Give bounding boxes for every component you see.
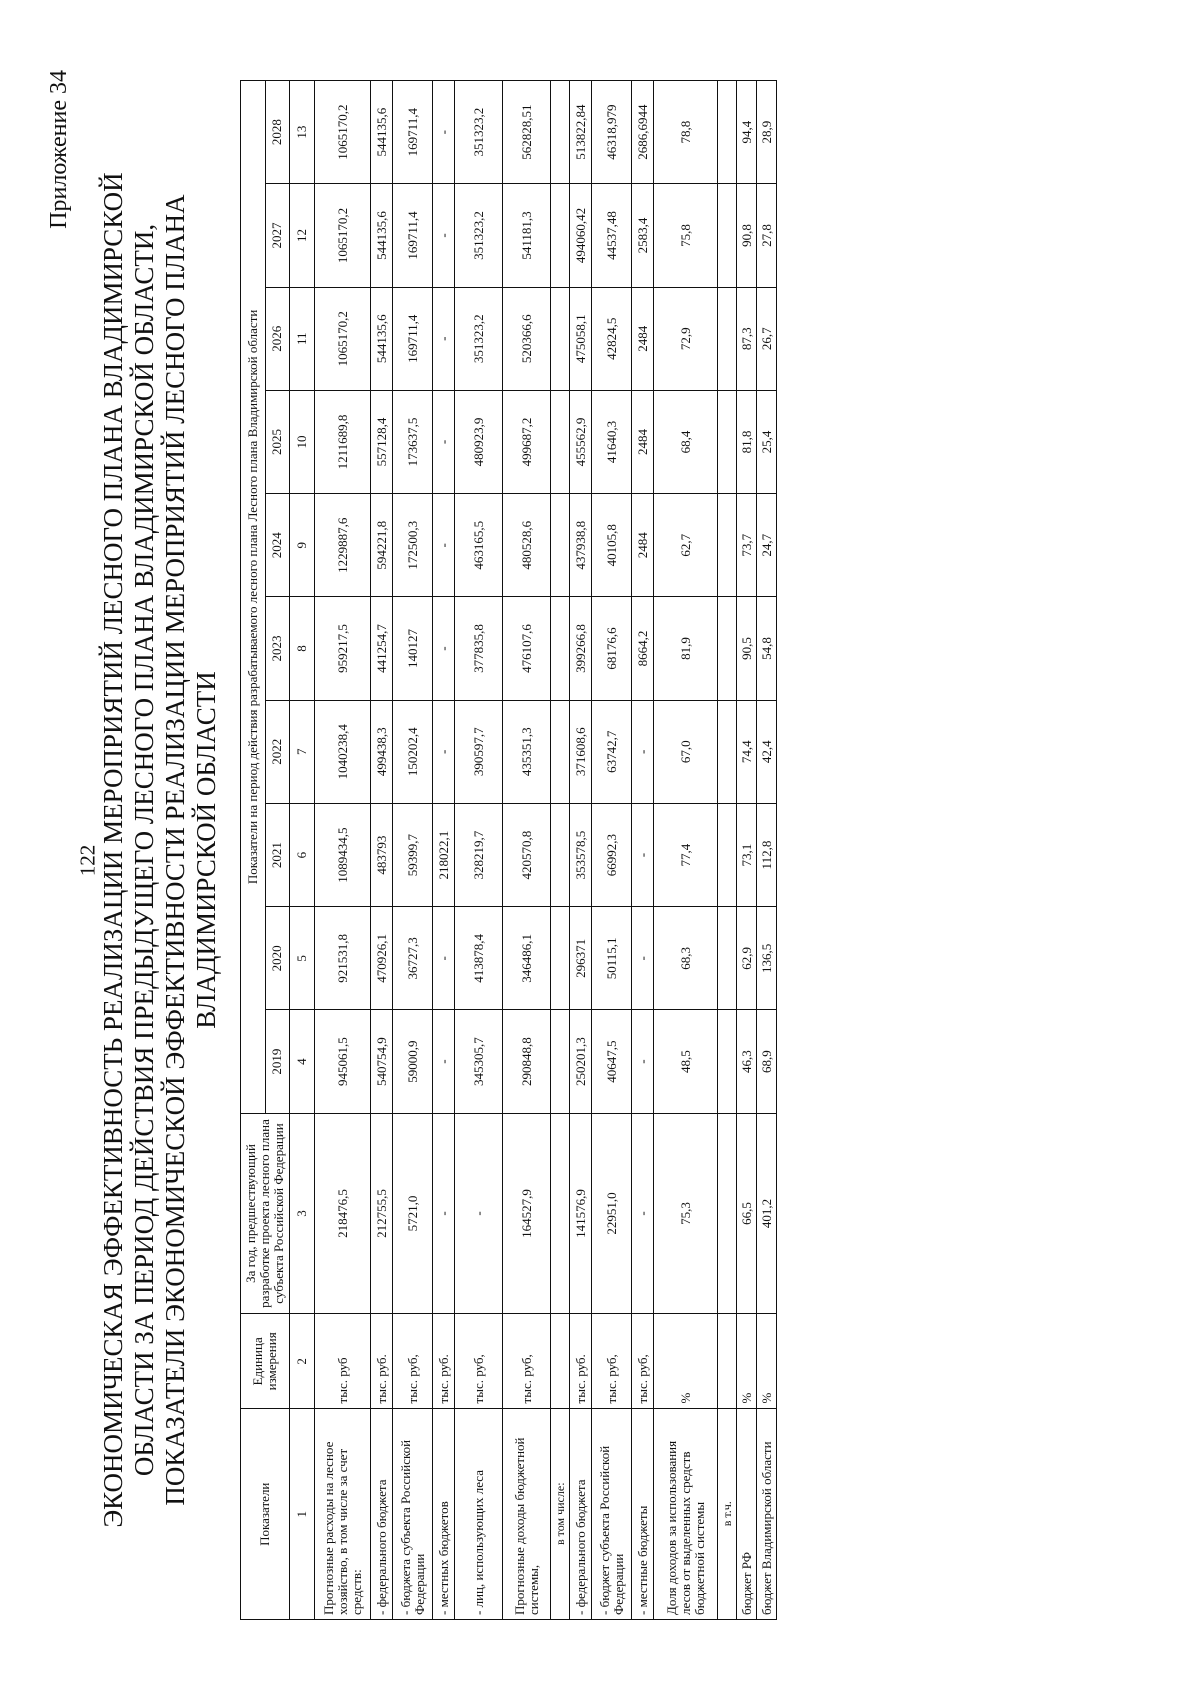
year-value-cell: 351323,2	[455, 184, 503, 287]
table-row	[737, 81, 757, 1620]
year-value-cell: 455562,9	[570, 390, 592, 493]
year-value-cell: 594221,8	[371, 494, 393, 597]
rotated-content	[28, 30, 1168, 1670]
row-unit: тыс. руб.	[433, 1314, 455, 1409]
year-value-cell: 172500,3	[393, 494, 433, 597]
year-value-cell: 250201,3	[570, 1010, 592, 1113]
row-indicator: - местные бюджеты	[632, 1409, 654, 1620]
prev-year-cell: 5721,0	[393, 1113, 433, 1314]
prev-year-cell: -	[455, 1113, 503, 1314]
prev-year-cell: 66,5	[737, 1113, 757, 1314]
year-value-cell: 62,7	[654, 494, 718, 597]
year-value-cell: 494060,42	[570, 184, 592, 287]
column-number: 13	[290, 81, 315, 184]
year-value-cell: 36727,3	[393, 907, 433, 1010]
year-value-cell: 399266,8	[570, 597, 592, 700]
year-value-cell: -	[433, 287, 455, 390]
year-value-cell: 1065170,2	[315, 287, 371, 390]
column-number: 4	[290, 1010, 315, 1113]
year-value-cell: 73,7	[737, 494, 757, 597]
column-numbers-row	[290, 81, 315, 1620]
header-unit: Единица измерения	[241, 1314, 290, 1409]
table-row	[455, 81, 503, 1620]
row-indicator: в т.ч.	[718, 1409, 737, 1620]
header-year: 2026	[265, 287, 290, 390]
table-row	[570, 81, 592, 1620]
prev-year-cell: -	[632, 1113, 654, 1314]
row-indicator: - федерального бюджета	[371, 1409, 393, 1620]
year-value-cell: 72,9	[654, 287, 718, 390]
table-row	[433, 81, 455, 1620]
year-value-cell: 483793	[371, 803, 393, 906]
year-value-cell: 218022,1	[433, 803, 455, 906]
year-value-cell: 2686,6944	[632, 81, 654, 184]
year-value-cell: 40647,5	[592, 1010, 632, 1113]
row-unit: тыс. руб,	[632, 1314, 654, 1409]
year-value-cell: 136,5	[757, 907, 777, 1010]
year-value-cell: 475058,1	[570, 287, 592, 390]
year-value-cell: 68,4	[654, 390, 718, 493]
year-value-cell: 1089434,5	[315, 803, 371, 906]
year-value-cell: 74,4	[737, 700, 757, 803]
year-value-cell: 540754,9	[371, 1010, 393, 1113]
table-row	[654, 81, 718, 1620]
year-value-cell	[718, 287, 737, 390]
year-value-cell: 441254,7	[371, 597, 393, 700]
year-value-cell	[718, 81, 737, 184]
year-value-cell: 169711,4	[393, 184, 433, 287]
year-value-cell: 2583,4	[632, 184, 654, 287]
row-unit: тыс. руб	[315, 1314, 371, 1409]
prev-year-cell: 401,2	[757, 1113, 777, 1314]
table-row	[632, 81, 654, 1620]
year-value-cell	[551, 803, 570, 906]
year-value-cell: 26,7	[757, 287, 777, 390]
year-value-cell: 520366,6	[503, 287, 551, 390]
year-value-cell: 24,7	[757, 494, 777, 597]
title-line: ОБЛАСТИ ЗА ПЕРИОД ДЕЙСТВИЯ ПРЕДЫДУЩЕГО ЛЕСНОГО ПЛАНА ВЛАДИМИРСКОЙ ОБЛАСТИ,	[129, 223, 159, 1477]
row-unit: тыс. руб,	[393, 1314, 433, 1409]
year-value-cell	[718, 1010, 737, 1113]
year-value-cell: 1211689,8	[315, 390, 371, 493]
year-value-cell	[551, 287, 570, 390]
year-value-cell: 68,3	[654, 907, 718, 1010]
row-indicator: - бюджет субъекта Российской Федерации	[592, 1409, 632, 1620]
column-number: 10	[290, 390, 315, 493]
row-unit: %	[654, 1314, 718, 1409]
year-value-cell: -	[632, 700, 654, 803]
year-value-cell: 54,8	[757, 597, 777, 700]
year-value-cell: 27,8	[757, 184, 777, 287]
header-row	[241, 81, 266, 1620]
year-value-cell: 78,8	[654, 81, 718, 184]
header-indicators: Показатели	[241, 1409, 290, 1620]
year-value-cell: 41640,3	[592, 390, 632, 493]
year-value-cell: 377835,8	[455, 597, 503, 700]
column-number: 1	[290, 1409, 315, 1620]
year-value-cell: 463165,5	[455, 494, 503, 597]
year-value-cell: 476107,6	[503, 597, 551, 700]
prev-year-cell	[551, 1113, 570, 1314]
year-value-cell: 42,4	[757, 700, 777, 803]
year-value-cell: 2484	[632, 287, 654, 390]
year-value-cell: 390597,7	[455, 700, 503, 803]
year-value-cell	[718, 700, 737, 803]
column-number: 5	[290, 907, 315, 1010]
table-row	[393, 81, 433, 1620]
year-value-cell: 328219,7	[455, 803, 503, 906]
column-number: 7	[290, 700, 315, 803]
row-unit: тыс. руб,	[455, 1314, 503, 1409]
year-value-cell	[718, 494, 737, 597]
row-indicator: - лиц, использующих леса	[455, 1409, 503, 1620]
column-number: 3	[290, 1113, 315, 1314]
prev-year-cell: 212755,5	[371, 1113, 393, 1314]
year-value-cell: 921531,8	[315, 907, 371, 1010]
prev-year-cell: -	[433, 1113, 455, 1314]
year-value-cell: 1065170,2	[315, 184, 371, 287]
year-value-cell: 1065170,2	[315, 81, 371, 184]
page-number: 122	[75, 844, 100, 877]
year-value-cell: 48,5	[654, 1010, 718, 1113]
year-value-cell: 959217,5	[315, 597, 371, 700]
header-year: 2025	[265, 390, 290, 493]
year-value-cell: -	[433, 597, 455, 700]
year-value-cell: -	[433, 81, 455, 184]
year-value-cell: 67,0	[654, 700, 718, 803]
year-value-cell: -	[433, 390, 455, 493]
year-value-cell: 557128,4	[371, 390, 393, 493]
year-value-cell: -	[433, 494, 455, 597]
year-value-cell: -	[433, 1010, 455, 1113]
year-value-cell: 371608,6	[570, 700, 592, 803]
year-value-cell: 470926,1	[371, 907, 393, 1010]
year-value-cell: 28,9	[757, 81, 777, 184]
header-period: Показатели на период действия разрабатываемого лесного плана Лесного плана Владимирской области	[241, 81, 266, 1114]
year-value-cell: -	[632, 1010, 654, 1113]
column-number: 9	[290, 494, 315, 597]
year-value-cell: 62,9	[737, 907, 757, 1010]
year-value-cell	[718, 907, 737, 1010]
row-unit: тыс. руб,	[592, 1314, 632, 1409]
year-value-cell: 413878,4	[455, 907, 503, 1010]
row-unit: %	[757, 1314, 777, 1409]
year-value-cell: 353578,5	[570, 803, 592, 906]
year-value-cell: 90,5	[737, 597, 757, 700]
year-value-cell: 150202,4	[393, 700, 433, 803]
row-indicator: бюджет Владимирской области	[757, 1409, 777, 1620]
year-value-cell: 90,8	[737, 184, 757, 287]
year-value-cell: 68176,6	[592, 597, 632, 700]
row-indicator: Доля доходов за использования лесов от выделенных средств бюджетной системы	[654, 1409, 718, 1620]
document-title	[98, 150, 222, 1550]
row-indicator: бюджет РФ	[737, 1409, 757, 1620]
year-value-cell: 346486,1	[503, 907, 551, 1010]
year-value-cell: 345305,7	[455, 1010, 503, 1113]
year-value-cell: -	[433, 907, 455, 1010]
prev-year-cell: 75,3	[654, 1113, 718, 1314]
year-value-cell: 81,8	[737, 390, 757, 493]
prev-year-cell	[718, 1113, 737, 1314]
appendix-label: Приложение 34	[46, 70, 72, 229]
year-value-cell	[551, 597, 570, 700]
table-body	[315, 81, 777, 1620]
table-row	[718, 81, 737, 1620]
year-value-cell: 42824,5	[592, 287, 632, 390]
year-value-cell: 8664,2	[632, 597, 654, 700]
year-value-cell	[551, 494, 570, 597]
year-value-cell: 140127	[393, 597, 433, 700]
year-value-cell: 420570,8	[503, 803, 551, 906]
table-row	[315, 81, 371, 1620]
year-value-cell: 2484	[632, 494, 654, 597]
year-value-cell: -	[632, 803, 654, 906]
year-value-cell: 46318,979	[592, 81, 632, 184]
row-indicator: - федерального бюджета	[570, 1409, 592, 1620]
row-indicator: - бюджета субъекта Российской Федерации	[393, 1409, 433, 1620]
year-value-cell: 480528,6	[503, 494, 551, 597]
prev-year-cell: 141576,9	[570, 1113, 592, 1314]
year-value-cell: -	[632, 907, 654, 1010]
year-value-cell: 480923,9	[455, 390, 503, 493]
table-row	[757, 81, 777, 1620]
year-value-cell	[718, 184, 737, 287]
year-value-cell: 351323,2	[455, 81, 503, 184]
year-value-cell: 541181,3	[503, 184, 551, 287]
year-value-cell: 68,9	[757, 1010, 777, 1113]
column-number: 6	[290, 803, 315, 906]
year-value-cell	[718, 390, 737, 493]
year-value-cell: 63742,7	[592, 700, 632, 803]
year-value-cell: 66992,3	[592, 803, 632, 906]
year-value-cell: 499687,2	[503, 390, 551, 493]
year-value-cell: 81,9	[654, 597, 718, 700]
year-value-cell: 513822,84	[570, 81, 592, 184]
year-value-cell: 77,4	[654, 803, 718, 906]
row-indicator: в том числе:	[551, 1409, 570, 1620]
year-value-cell: -	[433, 184, 455, 287]
year-value-cell: 945061,5	[315, 1010, 371, 1113]
header-year: 2023	[265, 597, 290, 700]
table-row	[371, 81, 393, 1620]
table-row	[503, 81, 551, 1620]
prev-year-cell: 22951,0	[592, 1113, 632, 1314]
prev-year-cell: 218476,5	[315, 1113, 371, 1314]
year-value-cell: 59000,9	[393, 1010, 433, 1113]
header-year: 2022	[265, 700, 290, 803]
table-row	[592, 81, 632, 1620]
year-value-cell: 73,1	[737, 803, 757, 906]
header-year: 2028	[265, 81, 290, 184]
row-unit: тыс. руб,	[503, 1314, 551, 1409]
year-value-cell: 1040238,4	[315, 700, 371, 803]
header-year: 2024	[265, 494, 290, 597]
header-year: 2019	[265, 1010, 290, 1113]
year-value-cell: 112,8	[757, 803, 777, 906]
year-value-cell: 75,8	[654, 184, 718, 287]
row-unit: %	[737, 1314, 757, 1409]
year-value-cell	[551, 907, 570, 1010]
year-value-cell	[718, 803, 737, 906]
year-value-cell: 46,3	[737, 1010, 757, 1113]
year-value-cell: 290848,8	[503, 1010, 551, 1113]
year-value-cell: 544135,6	[371, 184, 393, 287]
year-value-cell: 499438,3	[371, 700, 393, 803]
year-value-cell: 435351,3	[503, 700, 551, 803]
title-line: ПОКАЗАТЕЛИ ЭКОНОМИЧЕСКОЙ ЭФФЕКТИВНОСТИ РЕАЛИЗАЦИИ МЕРОПРИЯТИЙ ЛЕСНОГО ПЛАНА	[160, 194, 190, 1506]
year-value-cell: 544135,6	[371, 81, 393, 184]
year-value-cell: 169711,4	[393, 81, 433, 184]
efficiency-table	[240, 80, 777, 1620]
row-indicator: - местных бюджетов	[433, 1409, 455, 1620]
prev-year-cell: 164527,9	[503, 1113, 551, 1314]
year-value-cell: -	[433, 700, 455, 803]
year-value-cell	[551, 1010, 570, 1113]
year-value-cell	[551, 184, 570, 287]
year-value-cell	[551, 700, 570, 803]
header-year: 2021	[265, 803, 290, 906]
column-number: 11	[290, 287, 315, 390]
row-indicator: Прогнозные доходы бюджетной системы,	[503, 1409, 551, 1620]
row-indicator: Прогнозные расходы на лесное хозяйство, в том числе за счет средств:	[315, 1409, 371, 1620]
table-row	[551, 81, 570, 1620]
year-value-cell: 351323,2	[455, 287, 503, 390]
year-value-cell: 544135,6	[371, 287, 393, 390]
year-value-cell: 25,4	[757, 390, 777, 493]
year-value-cell: 59399,7	[393, 803, 433, 906]
header-year: 2020	[265, 907, 290, 1010]
year-value-cell: 562828,51	[503, 81, 551, 184]
year-value-cell: 1229887,6	[315, 494, 371, 597]
column-number: 8	[290, 597, 315, 700]
header-year: 2027	[265, 184, 290, 287]
header-prev-year: За год, предшествующий разработке проекта лесного плана субъекта Российской Федерации	[241, 1113, 290, 1314]
year-value-cell	[551, 81, 570, 184]
column-number: 2	[290, 1314, 315, 1409]
year-value-cell: 44537,48	[592, 184, 632, 287]
year-value-cell: 296371	[570, 907, 592, 1010]
year-value-cell: 173637,5	[393, 390, 433, 493]
row-unit	[551, 1314, 570, 1409]
column-number: 12	[290, 184, 315, 287]
row-unit: тыс. руб.	[371, 1314, 393, 1409]
year-value-cell: 87,3	[737, 287, 757, 390]
year-value-cell	[551, 390, 570, 493]
year-value-cell: 94,4	[737, 81, 757, 184]
year-value-cell	[718, 597, 737, 700]
year-value-cell: 40105,8	[592, 494, 632, 597]
row-unit: тыс. руб.	[570, 1314, 592, 1409]
year-value-cell: 2484	[632, 390, 654, 493]
year-value-cell: 169711,4	[393, 287, 433, 390]
row-unit	[718, 1314, 737, 1409]
year-value-cell: 437938,8	[570, 494, 592, 597]
year-value-cell: 50115,1	[592, 907, 632, 1010]
title-line: ВЛАДИМИРСКОЙ ОБЛАСТИ	[191, 671, 221, 1029]
title-line: ЭКОНОМИЧЕСКАЯ ЭФФЕКТИВНОСТЬ РЕАЛИЗАЦИИ МЕРОПРИЯТИЙ ЛЕСНОГО ПЛАНА ВЛАДИМИРСКОЙ	[98, 172, 128, 1528]
